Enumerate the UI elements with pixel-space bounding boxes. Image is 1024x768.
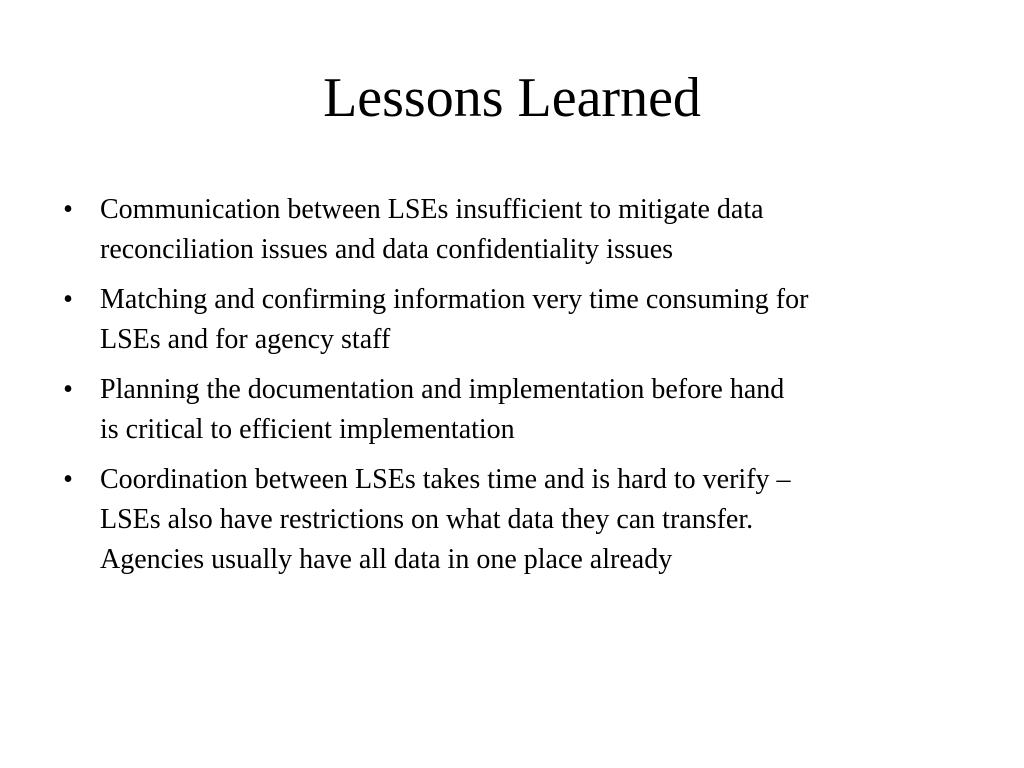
bullet-text	[100, 190, 978, 270]
bullet-text	[100, 460, 978, 580]
bullet-item	[58, 460, 978, 580]
bullet-marker: •	[63, 284, 73, 315]
bullet-text	[100, 280, 978, 360]
bullet-text	[100, 370, 978, 450]
bullet-marker: •	[63, 374, 73, 405]
slide-title: Lessons Learned	[323, 67, 701, 129]
bullet-line: LSEs and for agency staff	[100, 324, 391, 355]
bullet-line: Planning the documentation and implementation before hand	[100, 374, 785, 405]
bullet-line: LSEs also have restrictions on what data they can transfer.	[100, 504, 754, 535]
bullet-marker: •	[63, 464, 73, 495]
bullet-marker: •	[63, 194, 73, 225]
bullet-line: reconciliation issues and data confidentiality issues	[100, 234, 674, 265]
bullet-line: Agencies usually have all data in one place already	[100, 544, 673, 575]
bullet-line: Communication between LSEs insufficient to mitigate data	[100, 194, 764, 225]
bullet-item	[58, 280, 978, 360]
bullet-item	[58, 370, 978, 450]
bullet-list	[58, 190, 978, 590]
bullet-line: Coordination between LSEs takes time and is hard to verify –	[100, 464, 791, 495]
bullet-item	[58, 190, 978, 270]
bullet-line: is critical to efficient implementation	[100, 414, 515, 445]
bullet-line: Matching and confirming information very time consuming for	[100, 284, 809, 315]
